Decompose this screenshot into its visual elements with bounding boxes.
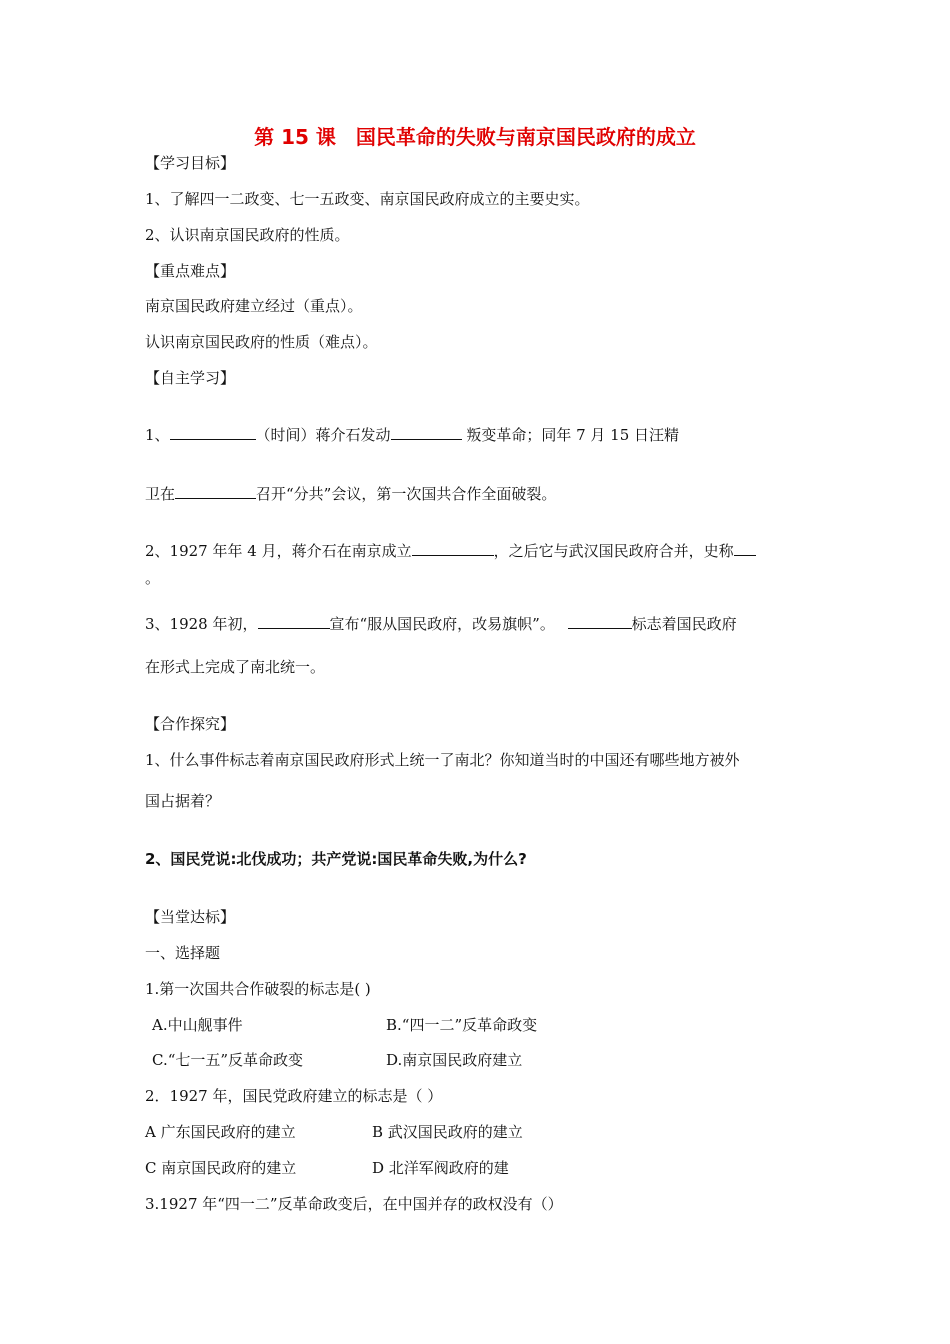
self-study-q3-line2: 在形式上完成了南北统一。 xyxy=(145,658,326,676)
question-1-option-d: D.南京国民政府建立 xyxy=(386,1051,523,1069)
answer-blank[interactable] xyxy=(391,425,462,440)
practice-heading: 【当堂达标】 xyxy=(145,908,236,926)
question-1-option-a: A.中山舰事件 xyxy=(152,1016,243,1034)
q1-text-3: 卫在 xyxy=(145,485,176,503)
cooperation-heading: 【合作探究】 xyxy=(145,715,236,733)
question-1-option-b: B.“四一二”反革命政变 xyxy=(386,1016,538,1034)
question-2-stem: 2．1927 年，国民党政府建立的标志是（ ） xyxy=(145,1087,443,1105)
question-1-stem: 1.第一次国共合作破裂的标志是( ) xyxy=(145,980,371,998)
self-study-q2-line2: 。 xyxy=(145,569,161,587)
cooperation-q1-line2: 国占据着？ xyxy=(145,792,221,810)
self-study-q3-line1 xyxy=(145,614,737,634)
q3-text-3: 标志着国民政府 xyxy=(631,615,737,633)
answer-blank[interactable] xyxy=(568,614,632,629)
answer-blank[interactable] xyxy=(170,425,256,440)
q2-text-1: 2、1927 年年 4 月，蒋介石在南京成立 xyxy=(145,542,412,560)
q1-prefix: 1、 xyxy=(145,426,170,444)
goal-item-2: 2、认识南京国民政府的性质。 xyxy=(145,226,350,244)
self-study-q2-line1 xyxy=(145,541,756,561)
goals-heading: 【学习目标】 xyxy=(145,154,236,172)
lesson-title: 第 15 课 国民革命的失败与南京国民政府的成立 xyxy=(254,125,696,149)
answer-blank[interactable] xyxy=(412,541,494,556)
question-2-option-c: C 南京国民政府的建立 xyxy=(145,1159,297,1177)
q1-text-1: （时间）蒋介石发动 xyxy=(255,426,391,444)
cooperation-q1-line1: 1、什么事件标志着南京国民政府形式上统一了南北？你知道当时的中国还有哪些地方被外 xyxy=(145,751,740,769)
goal-item-1: 1、了解四一二政变、七一五政变、南京国民政府成立的主要史实。 xyxy=(145,190,590,208)
key-points-heading: 【重点难点】 xyxy=(145,262,236,280)
q3-text-1: 3、1928 年初， xyxy=(145,615,258,633)
q1-text-2: 叛变革命；同年 7 月 15 日汪精 xyxy=(461,426,680,444)
question-1-option-c: C.“七一五”反革命政变 xyxy=(152,1051,304,1069)
answer-blank[interactable] xyxy=(175,484,256,499)
q3-text-2: 宣布“服从国民政府，改易旗帜”。 xyxy=(329,615,560,633)
key-point-2: 认识南京国民政府的性质（难点）。 xyxy=(145,333,378,351)
answer-blank[interactable] xyxy=(258,614,330,629)
question-2-option-b: B 武汉国民政府的建立 xyxy=(372,1123,523,1141)
self-study-q1-line1 xyxy=(145,425,679,445)
answer-blank[interactable] xyxy=(734,541,756,556)
question-2-option-a: A 广东国民政府的建立 xyxy=(145,1123,296,1141)
self-study-heading: 【自主学习】 xyxy=(145,369,236,387)
cooperation-q2: 2、国民党说:北伐成功；共产党说:国民革命失败,为什么? xyxy=(145,850,527,868)
practice-section-title: 一、选择题 xyxy=(145,944,221,962)
q1-text-4: 召开“分共”会议，第一次国共合作全面破裂。 xyxy=(256,485,557,503)
q2-text-2: ，之后它与武汉国民政府合并，史称 xyxy=(493,542,734,560)
question-2-option-d: D 北洋军阀政府的建 xyxy=(372,1159,509,1177)
key-point-1: 南京国民政府建立经过（重点）。 xyxy=(145,297,363,315)
self-study-q1-line2 xyxy=(145,484,556,504)
question-3-stem: 3.1927 年“四一二”反革命政变后，在中国并存的政权没有（） xyxy=(145,1195,563,1213)
